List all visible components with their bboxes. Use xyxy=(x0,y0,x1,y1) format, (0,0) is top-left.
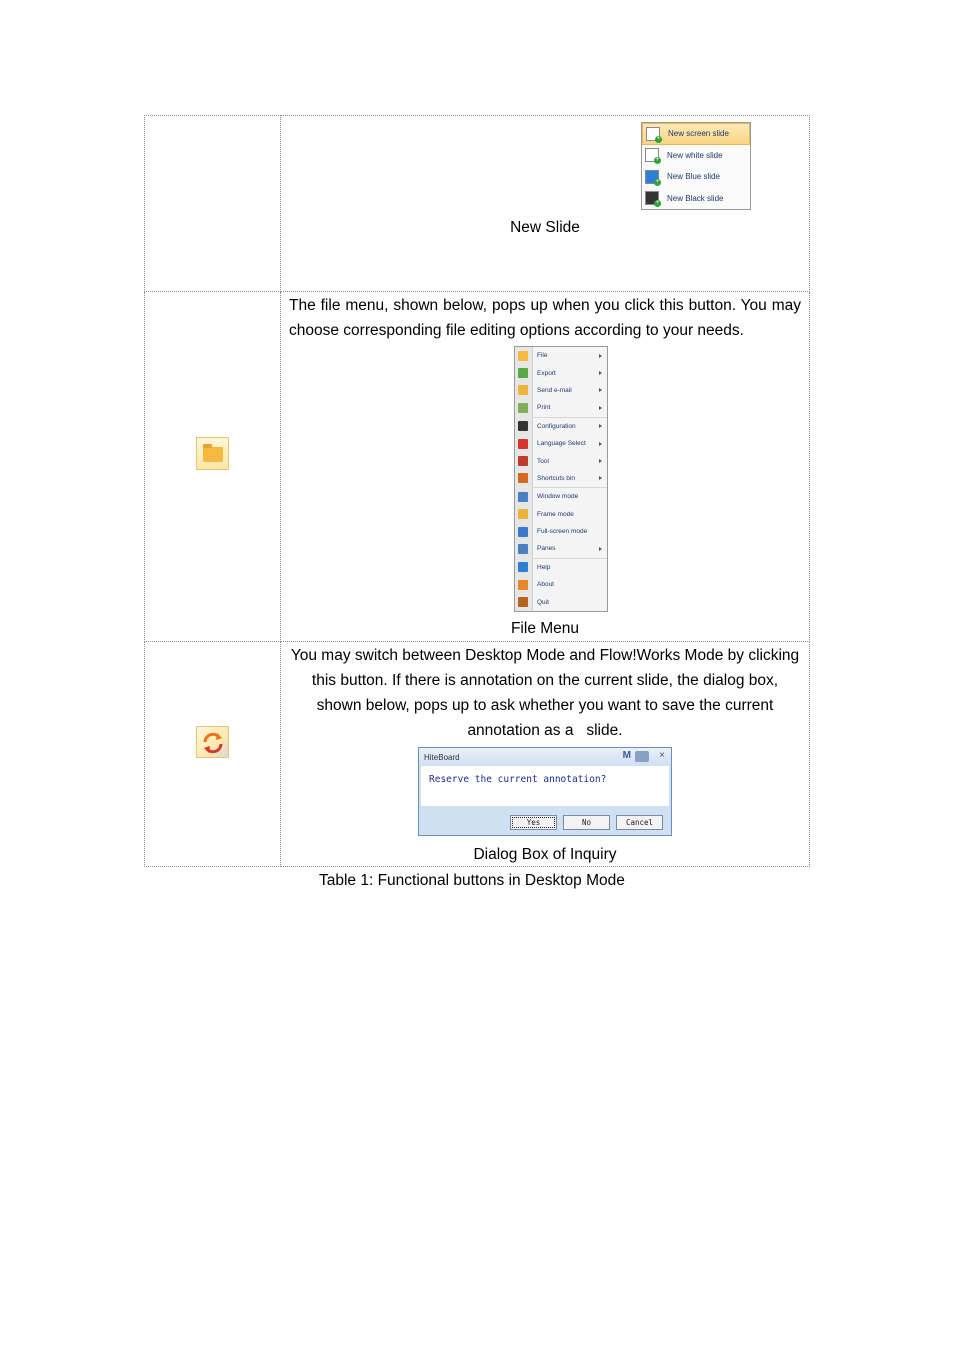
file-menu-label: Panes xyxy=(537,545,556,553)
file-menu-label: Window mode xyxy=(537,493,579,501)
window-icon xyxy=(518,492,528,502)
printer-icon xyxy=(518,403,528,413)
new-slide-menu-label: New Black slide xyxy=(667,193,724,203)
keyboard-icon xyxy=(635,751,649,762)
new-slide-menu xyxy=(641,122,751,210)
file-menu-caption: File Menu xyxy=(510,620,580,637)
new-slide-menu-item[interactable] xyxy=(642,145,750,167)
file-menu-label: Send e-mail xyxy=(537,386,572,394)
fullscreen-icon xyxy=(518,527,528,537)
file-menu xyxy=(514,346,608,612)
submenu-arrow-icon xyxy=(599,476,602,480)
file-menu-label: Full-screen mode xyxy=(537,528,588,536)
dialog-caption: Dialog Box of Inquiry xyxy=(473,846,617,863)
help-icon xyxy=(518,562,528,572)
submenu-arrow-icon xyxy=(599,547,602,551)
envelope-icon xyxy=(518,385,528,395)
file-menu-item[interactable] xyxy=(515,576,607,593)
dialog-message: Reserve the current annotation? xyxy=(421,766,669,806)
submenu-arrow-icon xyxy=(599,442,602,446)
submenu-arrow-icon xyxy=(599,459,602,463)
file-menu-label: Export xyxy=(537,369,556,377)
table-row xyxy=(145,292,810,642)
file-menu-button[interactable] xyxy=(196,437,229,470)
screen-slide-icon: + xyxy=(646,127,660,141)
submenu-arrow-icon xyxy=(599,354,602,358)
blue-slide-icon: + xyxy=(645,170,659,184)
file-menu-label: Tool xyxy=(537,457,549,465)
flag-icon xyxy=(518,439,528,449)
inquiry-dialog xyxy=(418,747,672,836)
frame-icon xyxy=(518,509,528,519)
new-slide-menu-item[interactable] xyxy=(642,123,750,145)
panes-icon xyxy=(518,544,528,554)
folder-icon xyxy=(203,447,223,462)
file-menu-item[interactable] xyxy=(515,418,607,435)
file-menu-item[interactable] xyxy=(515,364,607,381)
file-menu-item[interactable] xyxy=(515,506,607,523)
file-menu-item[interactable] xyxy=(515,382,607,399)
file-button-cell xyxy=(145,292,281,642)
folder-icon xyxy=(518,351,528,361)
submenu-arrow-icon xyxy=(599,388,602,392)
cancel-button[interactable]: Cancel xyxy=(616,815,663,830)
sync-icon xyxy=(201,731,225,755)
file-menu-item[interactable] xyxy=(515,347,607,364)
quit-icon xyxy=(518,597,528,607)
file-menu-item[interactable] xyxy=(515,488,607,505)
shortcuts-icon xyxy=(518,473,528,483)
mode-switch-description: You may switch between Desktop Mode and Flow!Works Mode by clicking this button. If there is annotation on the current slide, the dialog box, shown below, pops up to ask whether you want to save the current annotation as a slide. xyxy=(290,647,800,739)
file-menu-item[interactable] xyxy=(515,399,607,416)
yes-button[interactable]: Yes xyxy=(510,815,557,830)
file-menu-description: The file menu, shown below, pops up when you click this button. You may choose corresponding file editing options according to your needs. xyxy=(289,297,801,339)
gear-icon xyxy=(518,421,528,431)
file-menu-cell xyxy=(281,292,810,642)
file-menu-label: Frame mode xyxy=(537,510,574,518)
file-menu-label: Configuration xyxy=(537,422,576,430)
mode-switch-cell xyxy=(281,642,810,867)
no-button[interactable]: No xyxy=(563,815,610,830)
file-menu-item[interactable] xyxy=(515,523,607,540)
new-slide-menu-item[interactable] xyxy=(642,166,750,188)
tools-icon xyxy=(518,456,528,466)
file-menu-label: Quit xyxy=(537,598,549,606)
file-menu-item[interactable] xyxy=(515,470,607,487)
file-menu-label: Language Select xyxy=(537,440,586,448)
black-slide-icon: + xyxy=(645,191,659,205)
dialog-buttons xyxy=(419,806,671,830)
table-row xyxy=(145,116,810,292)
export-icon xyxy=(518,368,528,378)
close-icon[interactable]: × xyxy=(659,750,665,761)
submenu-arrow-icon xyxy=(599,371,602,375)
file-menu-label: Help xyxy=(537,563,551,571)
new-slide-menu-label: New screen slide xyxy=(668,129,729,139)
file-menu-item[interactable] xyxy=(515,540,607,557)
mode-switch-button[interactable] xyxy=(196,726,229,758)
icon-cell-empty xyxy=(145,116,281,292)
dialog-titlebar xyxy=(419,748,671,766)
file-menu-item[interactable] xyxy=(515,452,607,469)
toolbar-m-icon: M xyxy=(622,750,631,761)
new-slide-cell xyxy=(281,116,810,292)
submenu-arrow-icon xyxy=(599,406,602,410)
new-slide-menu-item[interactable] xyxy=(642,188,750,210)
file-menu-item[interactable] xyxy=(515,435,607,452)
about-icon xyxy=(518,580,528,590)
file-menu-label: Shortcuts bin xyxy=(537,474,575,482)
mode-button-cell xyxy=(145,642,281,867)
file-menu-label: File xyxy=(537,352,548,360)
file-menu-item[interactable] xyxy=(515,559,607,576)
file-menu-label: Print xyxy=(537,404,551,412)
file-menu-item[interactable] xyxy=(515,593,607,610)
file-menu-label: About xyxy=(537,581,554,589)
table-caption: Table 1: Functional buttons in Desktop Mode xyxy=(319,872,625,889)
functional-buttons-table xyxy=(144,115,810,867)
new-slide-menu-label: New Blue slide xyxy=(667,172,720,182)
white-slide-icon: + xyxy=(645,148,659,162)
table-row xyxy=(145,642,810,867)
new-slide-menu-label: New white slide xyxy=(667,150,723,160)
dialog-title: HiteBoard xyxy=(424,752,460,762)
new-slide-caption: New Slide xyxy=(510,219,580,236)
submenu-arrow-icon xyxy=(599,424,602,428)
